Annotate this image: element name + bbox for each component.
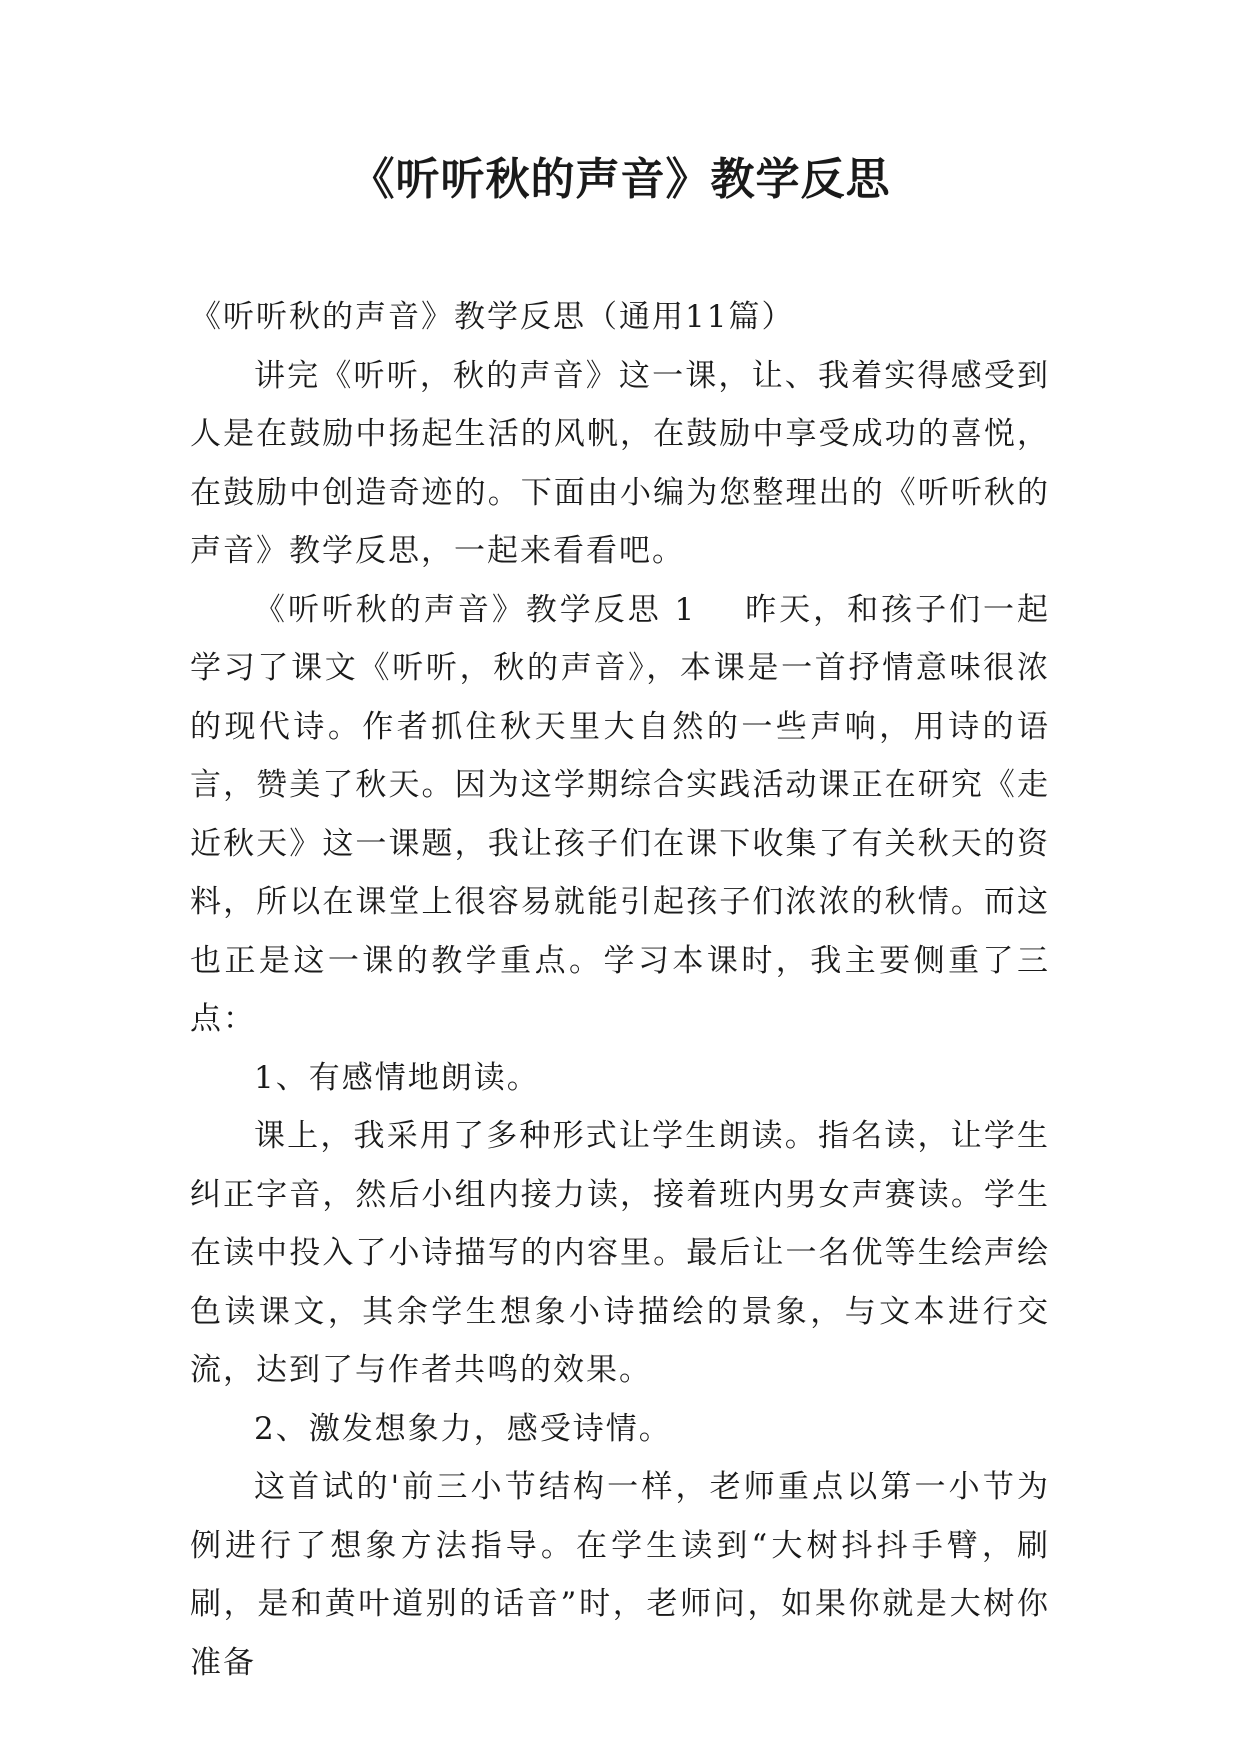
point-2-heading: 2、激发想象力，感受诗情。 [254, 1410, 672, 1447]
document-subtitle: 《听听秋的声音》教学反思（通用11篇） [190, 299, 795, 335]
point-1-heading: 1、有感情地朗读。 [254, 1059, 540, 1096]
section-1-paragraph [190, 581, 1050, 1049]
document-title: 《听听秋的声音》教学反思 [350, 154, 891, 205]
section-1-heading: 《听听秋的声音》教学反思 1 [254, 591, 697, 628]
document-body [190, 288, 1050, 1692]
point-2-paragraph: 这首试的'前三小节结构一样，老师重点以第一小节为例进行了想象方法指导。在学生读到“大树抖抖手臂，刷刷，是和黄叶道别的话音”时，老师问，如果你就是大树你准备 [190, 1469, 1050, 1681]
intro-paragraph: 讲完《听听，秋的声音》这一课，让、我着实得感受到人是在鼓励中扬起生活的风帆，在鼓励中享受成功的喜悦，在鼓励中创造奇迹的。下面由小编为您整理出的《听听秋的声音》教学反思，一起来看看吧。 [190, 357, 1050, 569]
section-1-text: 昨天，和孩子们一起学习了课文《听听，秋的声音》，本课是一首抒情意味很浓的现代诗。作者抓住秋天里大自然的一些声响，用诗的语言，赞美了秋天。因为这学期综合实践活动课正在研究《走近秋天》这一课题，我让孩子们在课下收集了有关秋天的资料，所以在课堂上很容易就能引起孩子们浓浓的秋情。而这也正是这一课的教学重点。学习本课时，我主要侧重了三点： [190, 591, 1050, 1037]
point-1-paragraph: 课上，我采用了多种形式让学生朗读。指名读，让学生纠正字音，然后小组内接力读，接着班内男女声赛读。学生在读中投入了小诗描写的内容里。最后让一名优等生绘声绘色读课文，其余学生想象小诗描绘的景象，与文本进行交流，达到了与作者共鸣的效果。 [190, 1118, 1050, 1388]
